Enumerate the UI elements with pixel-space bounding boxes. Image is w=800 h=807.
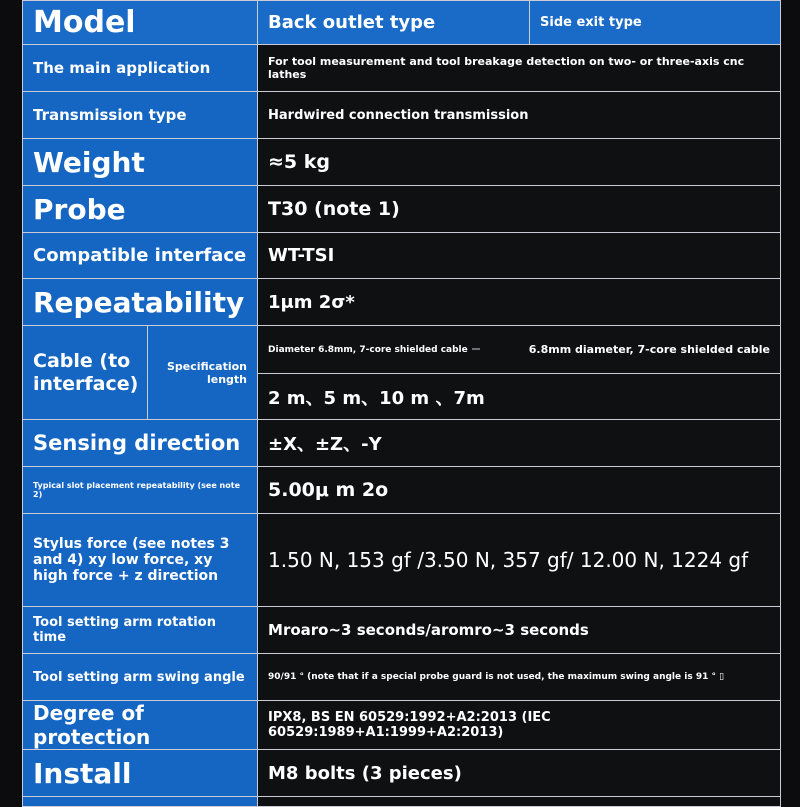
weight-row [23,139,781,186]
cable-length-label: length [206,372,248,386]
protection-label: Degree of protection [23,701,258,750]
swing-angle-value: 90/91 ° (note that if a special probe guard is not used, the maximum swing angle is 91 ° ▯ [258,654,781,701]
model-label: Model [23,1,258,45]
protection-value: IPX8, BS EN 60529:1992+A2:2013 (IEC 60529:1989+A1:1999+A2:2013) [258,701,781,750]
next-row-label-edge [23,797,258,807]
rotation-time-row [23,607,781,654]
cable-length-value: 2 m、5 m、10 m 、7m [258,374,781,420]
next-row-edge [23,797,781,807]
rotation-time-value: Mroaro~3 seconds/aromro~3 seconds [258,607,781,654]
main-application-row [23,45,781,92]
transmission-type-label: Transmission type [23,92,258,139]
slot-repeatability-value: 5.00μ m 2o [258,467,781,514]
sensing-direction-label: Sensing direction [23,420,258,467]
probe-label: Probe [23,186,258,233]
side-exit-header: Side exit type [530,1,781,45]
transmission-type-row [23,92,781,139]
install-label: Install [23,750,258,797]
weight-label: Weight [23,139,258,186]
compatible-interface-label: Compatible interface [23,233,258,279]
sensing-direction-value: ±X、±Z、-Y [258,420,781,467]
next-row-value-edge [258,797,781,807]
cable-label: Cable (to interface) [23,326,148,420]
probe-row [23,186,781,233]
stylus-force-value: 1.50 N, 153 gf /3.50 N, 357 gf/ 12.00 N, 1224 gf [258,514,781,607]
cable-specification-label: Specification [166,359,248,373]
back-outlet-header: Back outlet type [258,1,530,45]
repeatability-row [23,279,781,326]
rotation-time-label: Tool setting arm rotation time [23,607,258,654]
repeatability-label: Repeatability [23,279,258,326]
main-application-value: For tool measurement and tool breakage detection on two- or three-axis cnc lathes [258,45,781,92]
compatible-interface-value: WT-TSI [258,233,781,279]
protection-row [23,701,781,750]
cable-spec-row [23,326,781,374]
install-row [23,750,781,797]
slot-repeatability-row [23,467,781,514]
dash-mark [472,348,480,350]
cable-spec-side: 6.8mm diameter, 7-core shielded cable [528,343,771,356]
main-application-label: The main application [23,45,258,92]
cable-spec-back: Diameter 6.8mm, 7-core shielded cable [268,345,480,355]
cable-sublabel [148,326,258,420]
left-margin [0,0,22,800]
header-row [23,1,781,45]
repeatability-value: 1μm 2σ* [258,279,781,326]
transmission-type-value: Hardwired connection transmission [258,92,781,139]
specification-table [22,0,781,807]
right-margin [780,0,800,800]
compatible-interface-row [23,233,781,279]
sensing-direction-row [23,420,781,467]
cable-spec-values [258,326,781,374]
swing-angle-label: Tool setting arm swing angle [23,654,258,701]
swing-angle-row [23,654,781,701]
stylus-force-label: Stylus force (see notes 3 and 4) xy low force, xy high force + z direction [23,514,258,607]
slot-repeatability-label: Typical slot placement repeatability (see note 2) [23,467,258,514]
probe-value: T30 (note 1) [258,186,781,233]
install-value: M8 bolts (3 pieces) [258,750,781,797]
stylus-force-row [23,514,781,607]
weight-value: ≈5 kg [258,139,781,186]
